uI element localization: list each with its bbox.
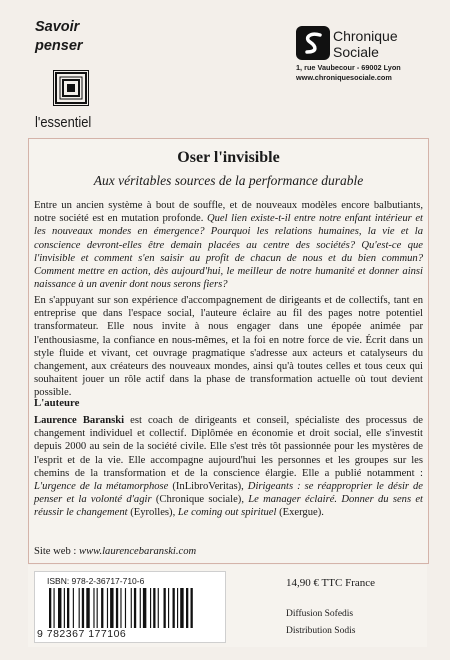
barcode xyxy=(49,588,213,628)
book-ref-3-publisher: (Eyrolles), xyxy=(127,507,178,519)
distribution-line-2: Distribution Sodis xyxy=(286,626,356,636)
publisher-name xyxy=(333,28,398,60)
book-subtitle: Aux véritables sources de la performance durable xyxy=(93,173,364,188)
footer-panel xyxy=(28,565,427,647)
price: 14,90 € TTC France xyxy=(286,577,376,589)
chronique-sociale-logo-icon xyxy=(296,26,330,60)
publisher-name-line-2: Sociale xyxy=(333,44,379,60)
isbn: ISBN: 978-2-36717-710-6 xyxy=(47,576,145,586)
publisher-address xyxy=(296,63,446,83)
collection-word-3: l'essentiel xyxy=(35,114,92,131)
header-band xyxy=(0,0,450,136)
author-heading: L'auteure xyxy=(34,397,80,409)
presentation-paragraph: En s'appuyant sur son expérience d'accompagnement de dirigeants et de collectifs, tant en entreprise que dans l'espace social, l'auteure éclaire au fil des pages notre potentiel transformateur. Elle nous invite à nous engager dans une épopée animée par l'enthousiasme, la confiance en nous-mêmes, et la foi en notre force de vie. Écrit dans un style fluide et vivant, cet ouvrage pragmatique s'adresse aux acteurs et catalyseurs du changement, aux créateurs des nouveaux mondes, ainsi qu'à toutes celles et tous ceux qui souhaitent jouer un rôle actif dans la phase de transformation actuelle où tout devient possible. xyxy=(34,295,423,399)
author-name: Laurence Baranski xyxy=(34,415,125,426)
barcode-box xyxy=(34,571,226,643)
collection-block xyxy=(35,18,125,131)
description-panel xyxy=(28,138,429,564)
book-ref-1-publisher: (InLibroVeritas), xyxy=(168,481,248,493)
publisher-street: 1, rue Vaubecour - 69002 Lyon xyxy=(296,63,401,72)
book-ref-1: L'urgence de la métamorphose xyxy=(34,481,169,493)
collection-word-1: Savoir xyxy=(35,19,80,35)
intro-questions: Quel lien existe-t-il entre notre enfant intérieur et les nouveaux mondes en émergence? Pourquoi les relations humaines, la vie et la conscience devront-elles être demain placées au centre des sociétés? Qu'est-ce que l'invisible et comment s'en saisir au profit de chacun de nous et du bien commun? Comment mettre en action, dès aujourd'hui, le meilleur de notre humanité et donner ainsi naissance à un avenir dont nous serons fiers? xyxy=(34,213,423,291)
intro-text: Entre un ancien système à bout de souffle, et de nouveaux modèles encore balbutiants, notre société est en mutation profonde. xyxy=(34,200,423,225)
barcode-digits: 9 782367 177106 xyxy=(37,628,127,640)
author-bio: est coach de dirigeants et conseil, spécialiste des processus de changement individuel et collectif. Diplômée en économie et droit social, elle s'investit depuis 2000 au sein de la société civile. Elle s'est très tôt passionnée pour les mystères de l'esprit et de la vie. Elle accompagne aujourd'hui les personnes et les groupes sur les chemins de la transformation et de la conscience élargie. Elle a publié notamment : xyxy=(34,415,423,479)
book-ref-4-publisher: (Exergue). xyxy=(276,507,324,519)
author-website xyxy=(34,546,196,557)
book-ref-4: Le coming out spirituel xyxy=(177,507,277,519)
collection-logo-icon xyxy=(53,70,89,106)
publisher-website: www.chroniquesociale.com xyxy=(296,73,392,82)
book-ref-3: Le manager éclairé. Donner du sens et réussir le changement xyxy=(34,494,423,519)
book-ref-2: Dirigeants : se réapproprier le désir de penser et la volonté d'agir xyxy=(34,481,423,506)
publisher-name-line-1: Chronique xyxy=(333,28,398,44)
book-ref-2-publisher: (Chronique sociale), xyxy=(151,494,249,506)
intro-paragraph xyxy=(34,199,423,291)
author-paragraph xyxy=(34,414,423,520)
collection-word-2: penser xyxy=(35,38,83,54)
book-title: Oser l'invisible xyxy=(177,149,280,166)
site-label: Site web : xyxy=(34,546,80,557)
distribution-line-1: Diffusion Sofedis xyxy=(286,609,354,619)
site-url: www.laurencebaranski.com xyxy=(79,546,197,557)
